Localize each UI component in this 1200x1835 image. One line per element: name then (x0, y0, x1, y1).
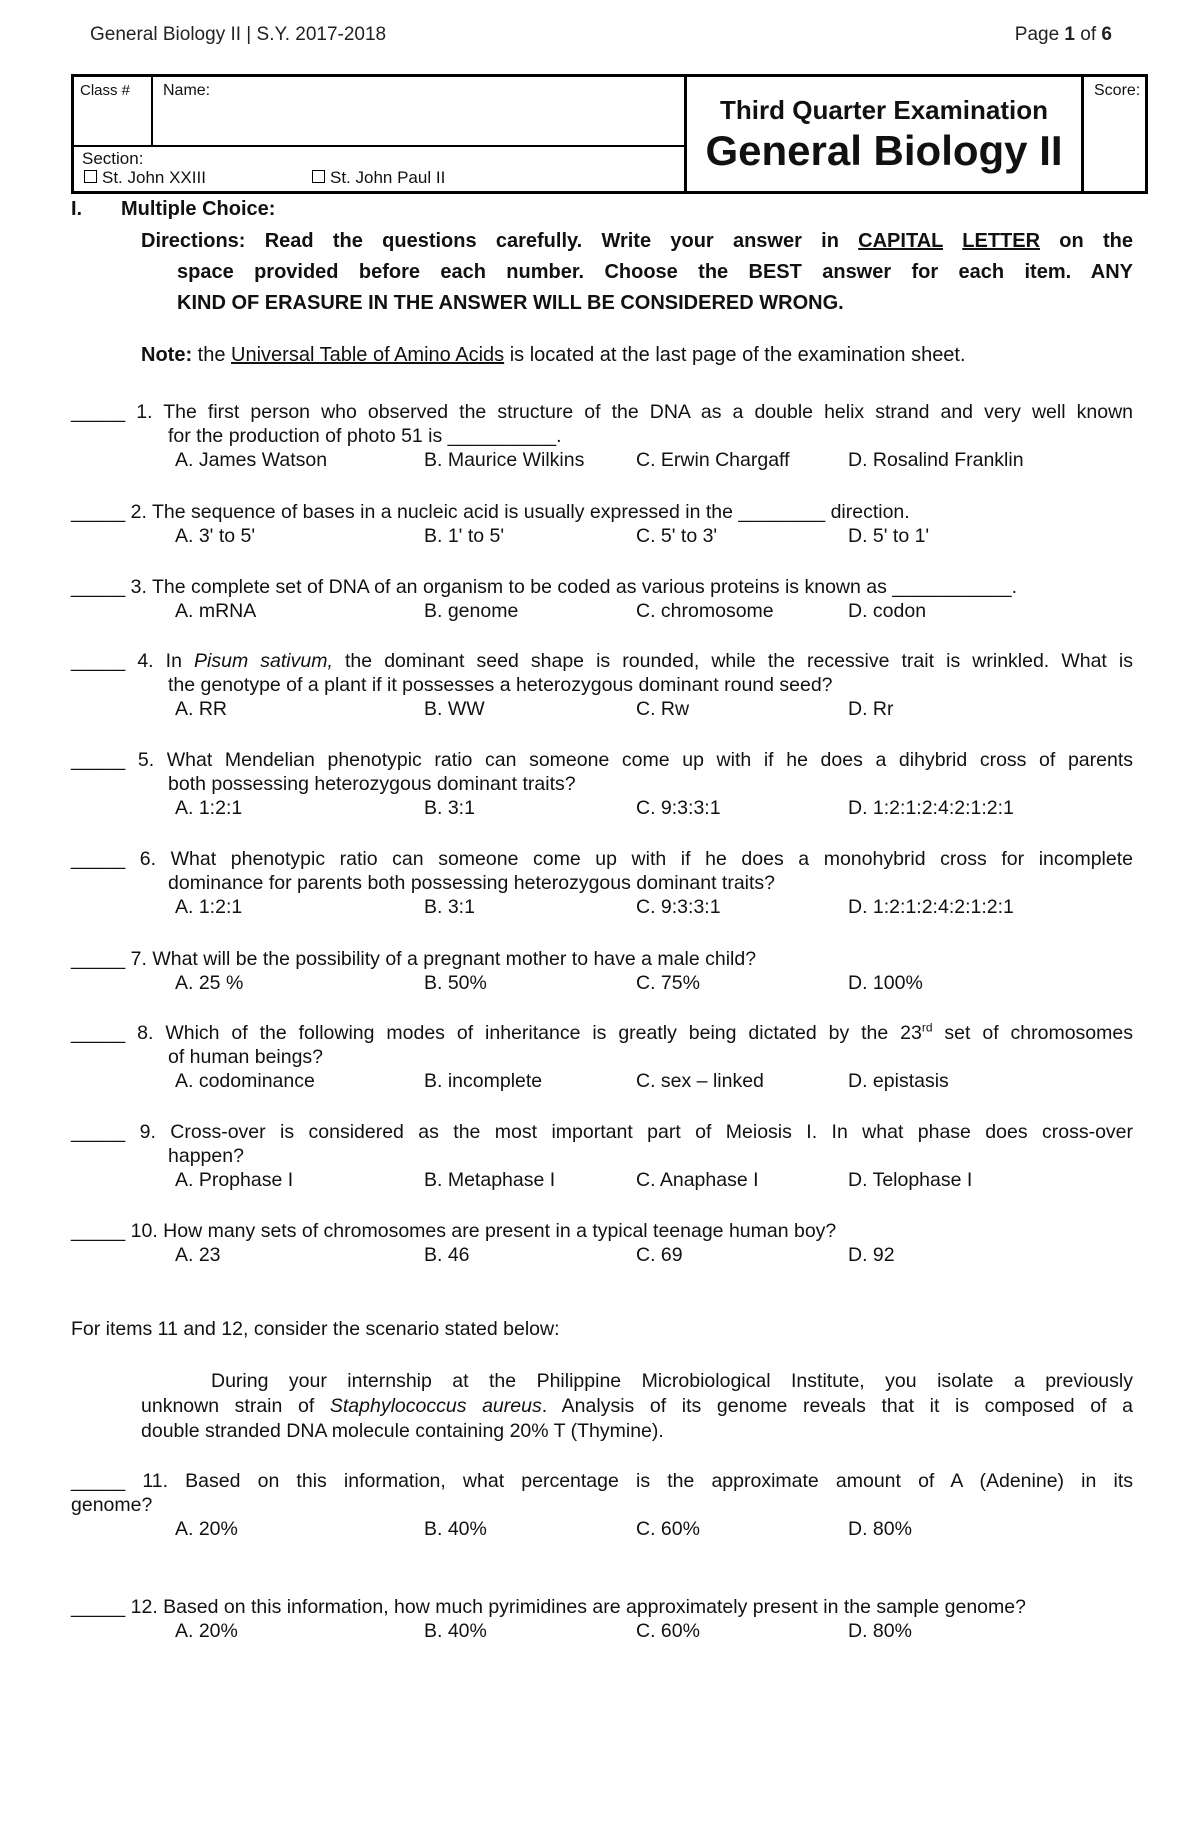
part-title: Multiple Choice: (121, 198, 276, 220)
question-11 (71, 1469, 1133, 1541)
option-c: C. 9:3:3:1 (636, 896, 721, 918)
section-option-label: St. John XXIII (102, 168, 206, 187)
page-of: of (1080, 24, 1097, 45)
option-b: B. 1' to 5' (424, 525, 505, 547)
question-text: _____ 12. Based on this information, how much pyrimidines are approximately present in the sample genome? (71, 1596, 1026, 1618)
question-12 (71, 1595, 1133, 1643)
directions (141, 226, 1133, 319)
note-label: Note: (141, 344, 193, 366)
page-total: 6 (1101, 24, 1112, 45)
note (141, 344, 966, 367)
option-a: A. James Watson (175, 449, 328, 471)
scenario-intro: For items 11 and 12, consider the scenario stated below: (71, 1318, 560, 1340)
option-b: B. 46 (424, 1244, 470, 1266)
organism-name: Staphylococcus aureus (329, 1395, 542, 1417)
option-c: C. Erwin Chargaff (636, 449, 790, 471)
option-c: C. 5' to 3' (636, 525, 718, 547)
options (71, 599, 1133, 623)
question-5 (71, 748, 1133, 820)
score-label: Score: (1094, 82, 1141, 99)
option-b: B. 40% (424, 1620, 487, 1642)
option-a: A. mRNA (175, 600, 257, 622)
part-heading (71, 198, 275, 221)
question-text: _____ 11. Based on this information, what percentage is the approximate amount of A (Adenine) in its (71, 1470, 1133, 1492)
question-text-pre: _____ 4. In (71, 650, 195, 672)
option-a: A. 25 % (175, 972, 244, 994)
question-text: _____ 1. The first person who observed the structure of the DNA as a double helix strand and very well known (71, 401, 1133, 423)
option-b: B. incomplete (424, 1070, 543, 1092)
page-prefix: Page (1014, 24, 1060, 45)
page-number: 1 (1064, 24, 1075, 45)
directions-line-2: space provided before each number. Choose the BEST answer for each item. ANY (177, 261, 1133, 283)
name-field[interactable] (153, 77, 684, 147)
course-year-label: General Biology II | S.Y. 2017-2018 (90, 24, 387, 45)
options (71, 524, 1133, 548)
section-option-john-paul-ii[interactable] (312, 168, 445, 187)
directions-line-1 (141, 226, 1133, 257)
option-b: B. genome (424, 600, 519, 622)
scenario-line-2 (141, 1394, 1133, 1419)
question-text: _____ 10. How many sets of chromosomes are present in a typical teenage human boy? (71, 1220, 837, 1242)
option-d: D. codon (848, 600, 927, 622)
option-b: B. Metaphase I (424, 1169, 556, 1191)
option-c: C. Rw (636, 698, 690, 720)
question-text-cont: both possessing heterozygous dominant traits? (168, 773, 576, 795)
option-d: D. 1:2:1:2:4:2:1:2:1 (848, 797, 1014, 819)
question-text-cont: of human beings? (168, 1046, 324, 1068)
question-text-cont: happen? (168, 1145, 244, 1167)
option-d: D. 80% (848, 1620, 912, 1642)
option-c: C. 9:3:3:1 (636, 797, 721, 819)
question-2 (71, 500, 1133, 548)
question-4 (71, 649, 1133, 721)
question-text: _____ 3. The complete set of DNA of an organism to be coded as various proteins is known as ___________. (71, 576, 1017, 598)
section-option-john-xxiii[interactable] (84, 168, 206, 187)
option-c: C. 60% (636, 1518, 700, 1540)
section-options (82, 168, 676, 188)
question-3 (71, 575, 1133, 623)
score-field[interactable] (1084, 77, 1200, 191)
class-number-field[interactable] (74, 77, 153, 147)
exam-title: Third Quarter Examination (720, 95, 1048, 125)
directions-capital: CAPITAL (858, 230, 943, 252)
question-text: _____ 5. What Mendelian phenotypic ratio can someone come up with if he does a dihybrid cross of parents (71, 749, 1133, 771)
directions-line-3: KIND OF ERASURE IN THE ANSWER WILL BE CONSIDERED WRONG. (177, 292, 844, 314)
options (71, 1619, 1133, 1643)
question-6 (71, 847, 1133, 919)
option-b: B. Maurice Wilkins (424, 449, 585, 471)
option-b: B. 3:1 (424, 896, 475, 918)
question-text-post: the dominant seed shape is rounded, while the recessive trait is wrinkled. What is (332, 650, 1133, 672)
option-c: C. Anaphase I (636, 1169, 759, 1191)
exam-subject: General Biology II (705, 127, 1063, 174)
option-d: D. epistasis (848, 1070, 949, 1092)
option-d: D. 5' to 1' (848, 525, 930, 547)
question-text: _____ 9. Cross-over is considered as the most important part of Meiosis I. In what phase does cross-over (71, 1121, 1133, 1143)
question-text: _____ 7. What will be the possibility of a pregnant mother to have a male child? (71, 948, 757, 970)
option-a: A. codominance (175, 1070, 315, 1092)
ordinal-suffix: rd (921, 1020, 933, 1035)
note-amino-acid-table-reference: Universal Table of Amino Acids (231, 344, 505, 366)
question-text-pre: _____ 8. Which of the following modes of inheritance is greatly being dictated by the 23 (71, 1022, 922, 1044)
option-a: A. RR (175, 698, 228, 720)
options (71, 1069, 1133, 1093)
note-post: is located at the last page of the examination sheet. (504, 344, 966, 366)
option-a: A. 20% (175, 1518, 238, 1540)
exam-title-cell (684, 77, 1084, 191)
option-d: D. 100% (848, 972, 923, 994)
question-text-cont: genome? (71, 1494, 153, 1516)
scenario-line-1: During your internship at the Philippine Microbiological Institute, you isolate a previously (211, 1370, 1133, 1392)
species-name: Pisum sativum, (194, 650, 333, 672)
options (71, 697, 1133, 721)
question-text (71, 1021, 1133, 1045)
option-a: A. Prophase I (175, 1169, 294, 1191)
options (71, 448, 1133, 472)
question-text (71, 649, 1133, 673)
option-a: A. 1:2:1 (175, 896, 243, 918)
option-a: A. 1:2:1 (175, 797, 243, 819)
option-c: C. 75% (636, 972, 700, 994)
option-b: B. 3:1 (424, 797, 475, 819)
question-text-cont: dominance for parents both possessing heterozygous dominant traits? (168, 872, 776, 894)
checkbox-icon[interactable] (312, 170, 325, 183)
section-option-label: St. John Paul II (330, 168, 446, 187)
options (71, 1243, 1133, 1267)
question-8 (71, 1021, 1133, 1093)
option-d: D. Rosalind Franklin (848, 449, 1024, 471)
option-b: B. 50% (424, 972, 487, 994)
question-text-cont: the genotype of a plant if it possesses a heterozygous dominant round seed? (168, 674, 833, 696)
option-a: A. 23 (175, 1244, 221, 1266)
option-b: B. WW (424, 698, 485, 720)
class-number-label: Class # (80, 82, 131, 99)
question-text: _____ 2. The sequence of bases in a nucleic acid is usually expressed in the ________ direction. (71, 501, 910, 523)
question-text-cont: for the production of photo 51 is __________. (168, 425, 562, 447)
scenario-line-3: double stranded DNA molecule containing 20% T (Thymine). (141, 1420, 664, 1442)
options (71, 971, 1133, 995)
question-1 (71, 400, 1133, 472)
section-label: Section: (82, 149, 144, 168)
question-9 (71, 1120, 1133, 1192)
options (71, 796, 1133, 820)
directions-letter: LETTER (962, 230, 1041, 252)
question-text-post: set of chromosomes (932, 1022, 1133, 1044)
scenario-paragraph (141, 1369, 1133, 1444)
option-c: C. sex – linked (636, 1070, 764, 1092)
directions-lead: Directions: Read the questions carefully. Write your answer in (141, 230, 859, 252)
option-a: A. 20% (175, 1620, 238, 1642)
part-number: I. (71, 198, 83, 220)
option-d: D. Rr (848, 698, 894, 720)
option-c: C. 60% (636, 1620, 700, 1642)
scenario-line-2-post: . Analysis of its genome reveals that it is composed of a (541, 1395, 1133, 1417)
exam-header-box (71, 74, 1148, 194)
option-c: C. 69 (636, 1244, 683, 1266)
option-b: B. 40% (424, 1518, 487, 1540)
question-10 (71, 1219, 1133, 1267)
note-pre: the (192, 344, 232, 366)
options (71, 895, 1133, 919)
option-a: A. 3' to 5' (175, 525, 256, 547)
page-indicator (1015, 24, 1112, 46)
option-d: D. 92 (848, 1244, 895, 1266)
option-d: D. 1:2:1:2:4:2:1:2:1 (848, 896, 1014, 918)
question-7 (71, 947, 1133, 995)
running-head (90, 24, 1112, 50)
option-d: D. 80% (848, 1518, 912, 1540)
option-c: C. chromosome (636, 600, 774, 622)
option-d: D. Telophase I (848, 1169, 973, 1191)
checkbox-icon[interactable] (84, 170, 97, 183)
section-field (74, 147, 684, 191)
options (71, 1517, 1133, 1541)
directions-tail: on the (1040, 230, 1133, 252)
scenario-line-2-pre: unknown strain of (141, 1395, 330, 1417)
question-text: _____ 6. What phenotypic ratio can someone come up with if he does a monohybrid cross for incomplete (71, 848, 1133, 870)
name-label: Name: (163, 82, 211, 99)
options (71, 1168, 1133, 1192)
